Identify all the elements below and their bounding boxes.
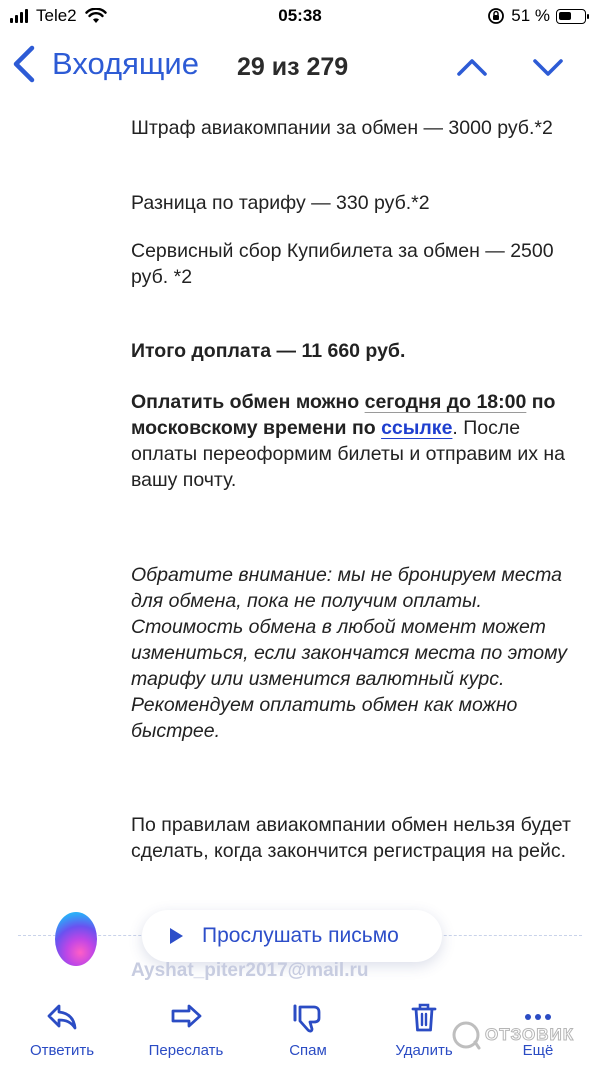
thumbs-down-icon	[291, 1000, 325, 1034]
play-icon	[168, 927, 184, 945]
clock: 05:38	[278, 6, 322, 25]
delete-label: Удалить	[395, 1042, 453, 1059]
watermark	[451, 1020, 574, 1050]
pay-after: . После оплаты переоформим билеты и отправим их на вашу почту.	[131, 417, 566, 491]
spam-button[interactable]	[258, 1000, 358, 1059]
reply-icon	[45, 1000, 79, 1034]
mail-header	[0, 34, 600, 100]
chevron-left-icon	[10, 44, 38, 84]
inbox-label: Входящие	[52, 46, 199, 81]
battery-icon	[556, 9, 586, 24]
forward-label: Переслать	[148, 1042, 224, 1059]
notice-paragraph: Обратите внимание: мы не бронируем места для обмена, пока не получим оплаты. Стоимость обмена в любой момент может измениться, если закончатся места по этому тарифу или изменится валютный курс. Рекомендуем оплатить обмен как можно быстрее.	[131, 564, 568, 742]
fare-difference-line: Разница по тарифу — 330 руб.*2	[131, 192, 430, 214]
forward-icon	[169, 1000, 203, 1034]
pay-timezone: по московскому времени по	[131, 391, 556, 439]
pay-intro: Оплатить обмен можно	[131, 391, 365, 413]
rules-paragraph: По правилам авиакомпании обмен нельзя будет сделать, когда закончится регистрация на рейс.	[131, 814, 571, 862]
payment-paragraph	[131, 389, 576, 493]
voice-assistant-icon[interactable]	[55, 912, 97, 966]
pay-deadline: сегодня до 18:00	[364, 391, 527, 413]
rotation-lock-icon	[487, 7, 505, 25]
total-line: Итого доплата — 11 660 руб.	[131, 340, 406, 362]
airline-fee-line: Штраф авиакомпании за обмен — 3000 руб.*2	[131, 117, 553, 139]
status-bar	[0, 0, 600, 34]
next-message-button[interactable]	[530, 52, 566, 82]
listen-button[interactable]	[142, 910, 442, 962]
service-fee-line: Сервисный сбор Купибилета за обмен — 2500 руб. *2	[131, 240, 554, 288]
back-to-inbox-button[interactable]	[10, 44, 199, 84]
sender-email: Ayshat_piter2017@mail.ru	[131, 960, 369, 981]
more-label: Ещё	[522, 1042, 554, 1059]
reply-button[interactable]	[12, 1000, 112, 1059]
reply-label: Ответить	[29, 1042, 95, 1059]
battery-level	[559, 12, 571, 20]
otzovik-logo-icon	[451, 1020, 481, 1050]
status-right	[487, 6, 586, 26]
listen-label: Прослушать письмо	[202, 924, 399, 947]
watermark-text: ОТЗОВИК	[485, 1025, 575, 1044]
message-counter: 29 из 279	[237, 53, 349, 81]
battery-percent: 51 %	[511, 6, 550, 25]
trash-icon	[407, 1000, 441, 1034]
forward-button[interactable]	[136, 1000, 236, 1059]
payment-link[interactable]: ссылке	[381, 417, 453, 439]
spam-label: Спам	[289, 1042, 327, 1059]
previous-message-button[interactable]	[454, 52, 490, 82]
carrier-name: Tele2	[36, 6, 77, 25]
